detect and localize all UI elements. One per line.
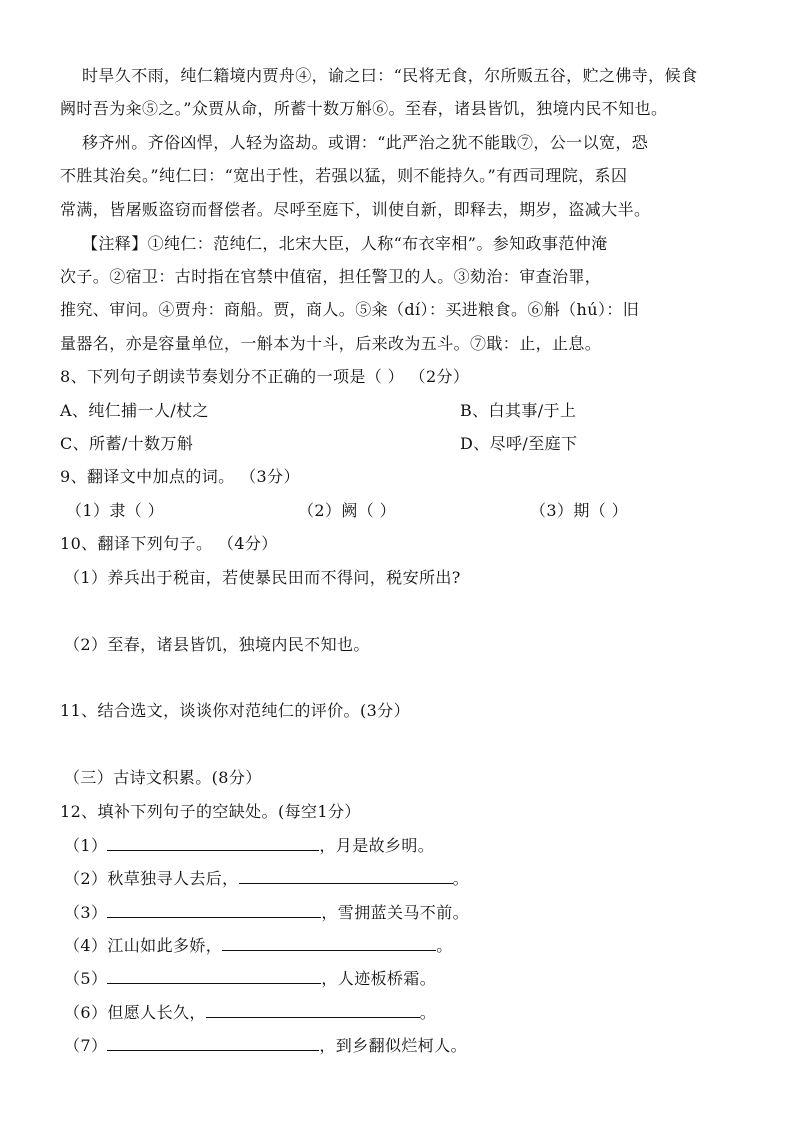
fill-blank[interactable] [107, 966, 321, 984]
fill-blank[interactable] [107, 833, 319, 851]
q12-item-text: 。 [436, 936, 453, 955]
q12-item-text: （4）江山如此多娇， [64, 936, 223, 955]
q10-sentence-1: （1）养兵出于税亩，若使暴民田而不得问，税安所出? [64, 568, 461, 587]
q12-item-6 [64, 1000, 436, 1024]
q12-item-text: ，人迹板桥霜。 [321, 969, 437, 988]
q12-item-label: （3） [64, 903, 108, 922]
q8-option-d: D、尽呼/至庭下 [460, 434, 578, 453]
passage-line: 时旱久不雨，纯仁籍境内贾舟④，谕之曰：“民将无食，尔所贩五谷，贮之佛寺，候食 [82, 66, 698, 85]
q12-item-label: （7） [64, 1036, 108, 1055]
fill-blank[interactable] [107, 1033, 319, 1051]
q12-item-text: 。 [452, 869, 469, 888]
q12-item-5 [64, 966, 436, 990]
q12-item-7 [64, 1033, 467, 1057]
passage-line: 不胜其治矣。”纯仁曰：“宽出于性，若强以猛，则不能持久。”有西司理院，系囚 [60, 166, 628, 185]
q12-item-text: ，到乡翻似烂柯人。 [319, 1036, 467, 1055]
section3-title: （三）古诗文积累。(8分） [64, 768, 262, 787]
notes-line: 量器名，亦是容量单位，一斛本为十斗，后来改为五斗。⑦戢：止，止息。 [60, 334, 602, 353]
q8-stem: 8、下列句子朗读节奏划分不正确的一项是（ ） （2分） [60, 367, 470, 386]
q12-item-text: 。 [419, 1003, 437, 1022]
fill-blank[interactable] [107, 900, 321, 918]
q12-item-label: （5） [64, 969, 108, 988]
fill-blank[interactable] [239, 866, 453, 884]
q12-item-label: （1） [64, 836, 108, 855]
q12-item-1 [64, 833, 434, 857]
q8-option-a: A、纯仁捕一人/杖之 [60, 401, 209, 420]
q9-item-2: （2）阙（ ） [298, 501, 397, 520]
q10-sentence-2: （2）至春，诸县皆饥，独境内民不知也。 [64, 635, 370, 654]
q12-item-2 [64, 866, 469, 890]
notes-line: 【注释】①纯仁：范纯仁，北宋大臣，人称“布衣宰相”。参知政事范仲淹 [82, 234, 608, 253]
q12-item-text: （2）秋草独寻人去后， [64, 869, 239, 888]
q8-option-b: B、白其事/于上 [460, 401, 577, 420]
q8-options-row2 [60, 432, 740, 456]
q9-items [60, 499, 740, 523]
notes-line: 次子。②宿卫：古时指在官禁中值宿，担任警卫的人。③劾治：审查治罪， [60, 267, 602, 286]
passage-line: 阙时吾为籴⑤之。”众贾从命，所蓄十数万斛⑥。至春，诸县皆饥，独境内民不知也。 [60, 99, 668, 118]
q12-item-text: （6）但愿人长久， [64, 1003, 206, 1022]
q12-item-text: ，雪拥蓝关马不前。 [321, 903, 469, 922]
notes-line: 推究、审问。④贾舟：商船。贾，商人。⑤籴（dí）：买进粮食。⑥斛（hú）：旧 [60, 300, 640, 319]
q12-stem: 12、填补下列句子的空缺处。(每空1分） [60, 802, 361, 821]
q12-item-4 [64, 933, 453, 957]
fill-blank[interactable] [206, 1000, 420, 1018]
q10-stem: 10、翻译下列句子。 （4分） [60, 534, 278, 553]
passage-line: 常满，皆屠贩盗窃而督偿者。尽呼至庭下，训使自新，即释去，期岁，盗减大半。 [60, 200, 651, 219]
q12-item-text: ，月是故乡明。 [319, 836, 435, 855]
q12-item-3 [64, 900, 469, 924]
q8-option-c: C、所蓄/十数万斛 [60, 434, 194, 453]
q9-item-3: （3）期（ ） [530, 501, 629, 520]
q9-stem: 9、翻译文中加点的词。 （3分） [60, 467, 300, 486]
q11-stem: 11、结合选文，谈谈你对范纯仁的评价。(3分） [60, 701, 410, 720]
q8-options-row1 [60, 399, 740, 423]
fill-blank[interactable] [222, 933, 436, 951]
q9-item-1: （1）隶（ ） [66, 501, 165, 520]
passage-line: 移齐州。齐俗凶悍，人轻为盗劫。或谓：“此严治之犹不能戢⑦，公一以宽，恐 [82, 133, 649, 152]
